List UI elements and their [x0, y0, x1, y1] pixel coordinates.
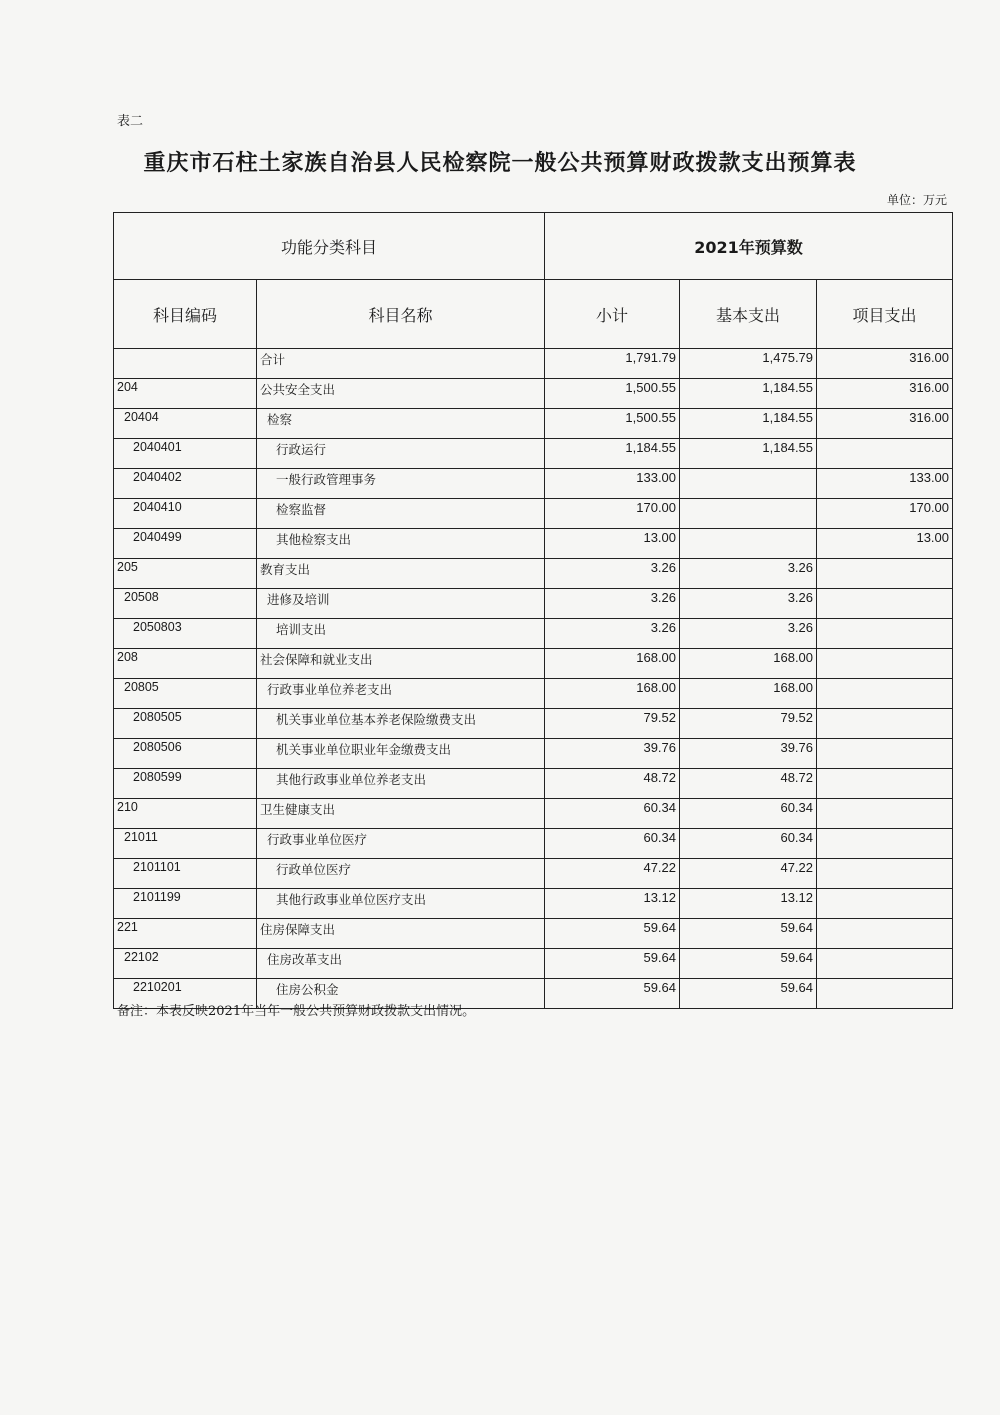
cell-basic: 3.26 [680, 559, 817, 589]
cell-project [817, 439, 953, 469]
cell-name: 住房保障支出 [257, 919, 545, 949]
table-row [114, 349, 953, 379]
cell-project [817, 979, 953, 1009]
cell-project: 316.00 [817, 379, 953, 409]
cell-subtotal: 168.00 [545, 649, 680, 679]
cell-code: 2101101 [114, 859, 257, 889]
cell-subtotal: 170.00 [545, 499, 680, 529]
table-row [114, 469, 953, 499]
cell-code: 210 [114, 799, 257, 829]
cell-basic: 13.12 [680, 889, 817, 919]
cell-code: 2101199 [114, 889, 257, 919]
cell-subtotal: 1,791.79 [545, 349, 680, 379]
cell-name: 机关事业单位职业年金缴费支出 [257, 739, 545, 769]
cell-basic: 48.72 [680, 769, 817, 799]
cell-code: 208 [114, 649, 257, 679]
cell-basic: 47.22 [680, 859, 817, 889]
cell-code: 2040401 [114, 439, 257, 469]
cell-code: 2040402 [114, 469, 257, 499]
cell-name: 合计 [257, 349, 545, 379]
table-row [114, 949, 953, 979]
cell-subtotal: 48.72 [545, 769, 680, 799]
cell-subtotal: 59.64 [545, 919, 680, 949]
cell-code: 2080506 [114, 739, 257, 769]
cell-subtotal: 1,500.55 [545, 379, 680, 409]
cell-name: 行政运行 [257, 439, 545, 469]
header-code: 科目编码 [114, 280, 257, 349]
cell-subtotal: 168.00 [545, 679, 680, 709]
cell-subtotal: 3.26 [545, 589, 680, 619]
cell-name: 教育支出 [257, 559, 545, 589]
cell-subtotal: 133.00 [545, 469, 680, 499]
cell-project [817, 799, 953, 829]
cell-code: 2080505 [114, 709, 257, 739]
cell-subtotal: 39.76 [545, 739, 680, 769]
table-row [114, 709, 953, 739]
cell-name: 一般行政管理事务 [257, 469, 545, 499]
document-title: 重庆市石柱土家族自治县人民检察院一般公共预算财政拨款支出预算表 [143, 150, 857, 176]
cell-project [817, 769, 953, 799]
cell-basic: 59.64 [680, 949, 817, 979]
cell-code: 20805 [114, 679, 257, 709]
table-row [114, 379, 953, 409]
cell-subtotal: 13.12 [545, 889, 680, 919]
table-row [114, 439, 953, 469]
table-row [114, 589, 953, 619]
cell-code: 21011 [114, 829, 257, 859]
cell-basic: 60.34 [680, 829, 817, 859]
cell-project [817, 649, 953, 679]
cell-name: 其他行政事业单位医疗支出 [257, 889, 545, 919]
cell-code: 2050803 [114, 619, 257, 649]
cell-basic: 60.34 [680, 799, 817, 829]
cell-subtotal: 59.64 [545, 949, 680, 979]
cell-subtotal: 1,500.55 [545, 409, 680, 439]
cell-subtotal: 60.34 [545, 799, 680, 829]
header-column-row [114, 280, 953, 349]
cell-basic: 1,475.79 [680, 349, 817, 379]
cell-code: 221 [114, 919, 257, 949]
cell-basic: 59.64 [680, 919, 817, 949]
cell-subtotal: 60.34 [545, 829, 680, 859]
header-name: 科目名称 [257, 280, 545, 349]
table-row [114, 499, 953, 529]
cell-subtotal: 47.22 [545, 859, 680, 889]
unit-label: 单位：万元 [886, 193, 947, 207]
cell-name: 行政事业单位养老支出 [257, 679, 545, 709]
cell-name: 卫生健康支出 [257, 799, 545, 829]
cell-basic: 59.64 [680, 979, 817, 1009]
cell-project: 170.00 [817, 499, 953, 529]
header-functional-classification: 功能分类科目 [114, 213, 545, 280]
cell-name: 其他行政事业单位养老支出 [257, 769, 545, 799]
cell-project [817, 589, 953, 619]
cell-name: 机关事业单位基本养老保险缴费支出 [257, 709, 545, 739]
cell-project [817, 709, 953, 739]
cell-code: 22102 [114, 949, 257, 979]
table-row [114, 619, 953, 649]
cell-project [817, 619, 953, 649]
cell-code: 2040410 [114, 499, 257, 529]
cell-basic: 39.76 [680, 739, 817, 769]
cell-code: 20508 [114, 589, 257, 619]
table-row [114, 529, 953, 559]
cell-project: 13.00 [817, 529, 953, 559]
header-subtotal: 小计 [545, 280, 680, 349]
cell-subtotal: 1,184.55 [545, 439, 680, 469]
cell-project [817, 559, 953, 589]
cell-name: 住房公积金 [257, 979, 545, 1009]
cell-subtotal: 79.52 [545, 709, 680, 739]
cell-basic: 3.26 [680, 589, 817, 619]
cell-basic: 1,184.55 [680, 439, 817, 469]
cell-name: 其他检察支出 [257, 529, 545, 559]
table-row [114, 679, 953, 709]
table-row [114, 889, 953, 919]
table-row [114, 649, 953, 679]
cell-code: 2080599 [114, 769, 257, 799]
cell-basic: 168.00 [680, 649, 817, 679]
table-row [114, 769, 953, 799]
header-group-row [114, 213, 953, 280]
table-row [114, 829, 953, 859]
cell-subtotal: 3.26 [545, 619, 680, 649]
cell-code: 2040499 [114, 529, 257, 559]
cell-name: 进修及培训 [257, 589, 545, 619]
cell-name: 住房改革支出 [257, 949, 545, 979]
budget-table [113, 212, 953, 1009]
table-row [114, 739, 953, 769]
header-budget-year: 2021年预算数 [545, 213, 953, 280]
cell-subtotal: 3.26 [545, 559, 680, 589]
cell-project: 133.00 [817, 469, 953, 499]
table-row [114, 919, 953, 949]
cell-name: 检察 [257, 409, 545, 439]
cell-name: 行政事业单位医疗 [257, 829, 545, 859]
page-label: 表二 [117, 114, 144, 129]
cell-name: 社会保障和就业支出 [257, 649, 545, 679]
table-row [114, 559, 953, 589]
cell-code: 204 [114, 379, 257, 409]
cell-code: 2210201 [114, 979, 257, 1009]
cell-basic: 3.26 [680, 619, 817, 649]
cell-basic [680, 499, 817, 529]
cell-code: 20404 [114, 409, 257, 439]
cell-basic: 1,184.55 [680, 409, 817, 439]
cell-name: 公共安全支出 [257, 379, 545, 409]
cell-basic [680, 529, 817, 559]
cell-project: 316.00 [817, 349, 953, 379]
cell-project [817, 739, 953, 769]
cell-name: 行政单位医疗 [257, 859, 545, 889]
cell-project: 316.00 [817, 409, 953, 439]
cell-subtotal: 59.64 [545, 979, 680, 1009]
cell-project [817, 679, 953, 709]
footnote: 备注：本表反映2021年当年一般公共预算财政拨款支出情况。 [117, 1004, 476, 1019]
table-row [114, 799, 953, 829]
cell-name: 检察监督 [257, 499, 545, 529]
cell-code [114, 349, 257, 379]
cell-basic: 168.00 [680, 679, 817, 709]
table-row [114, 409, 953, 439]
cell-project [817, 829, 953, 859]
header-project: 项目支出 [817, 280, 953, 349]
cell-basic: 79.52 [680, 709, 817, 739]
cell-project [817, 919, 953, 949]
table-row [114, 859, 953, 889]
cell-project [817, 889, 953, 919]
header-basic: 基本支出 [680, 280, 817, 349]
cell-code: 205 [114, 559, 257, 589]
cell-basic: 1,184.55 [680, 379, 817, 409]
cell-subtotal: 13.00 [545, 529, 680, 559]
cell-basic [680, 469, 817, 499]
cell-project [817, 859, 953, 889]
cell-name: 培训支出 [257, 619, 545, 649]
cell-project [817, 949, 953, 979]
